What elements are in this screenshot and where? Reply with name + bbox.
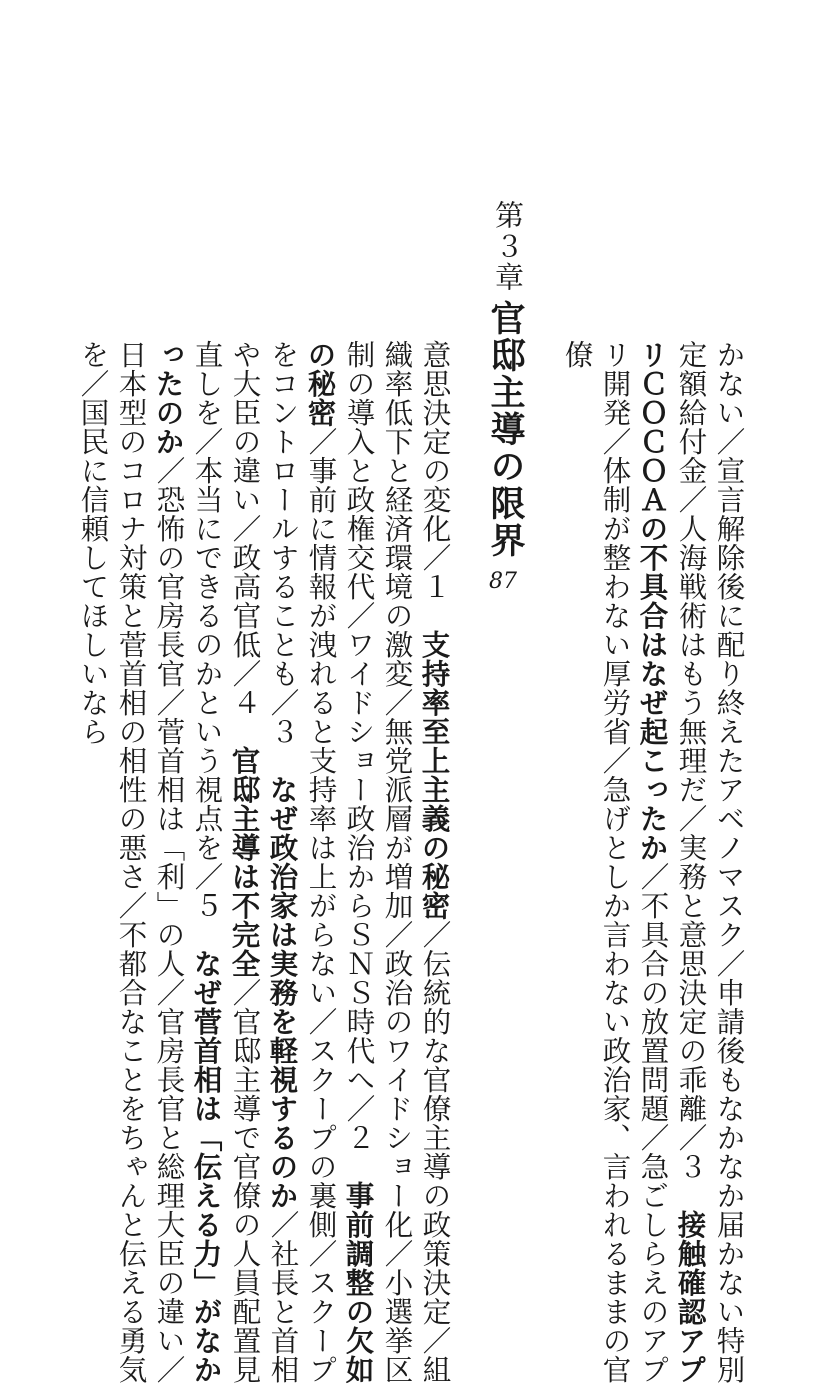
toc-text: 制の導入と政権交代／ワイドショー政治からＳＮＳ時代へ／２ xyxy=(342,340,376,1181)
toc-line xyxy=(151,340,186,1384)
toc-text: や大臣の違い／政高官低／４ xyxy=(228,340,262,746)
toc-line xyxy=(380,340,414,1384)
toc-text: を／国民に信頼してほしいなら xyxy=(76,340,110,746)
toc-line xyxy=(76,340,110,746)
toc-heading-text: の秘密 xyxy=(303,340,338,427)
toc-line xyxy=(303,340,338,1384)
toc-text: ／恐怖の官房長官／菅首相は「利」の人／官房長官と総理大臣の違い／ xyxy=(152,456,186,1384)
toc-heading-text: なぜ政治家は実務を軽視するのか xyxy=(265,775,300,1210)
toc-line xyxy=(189,340,224,1384)
toc-heading-text: ったのか xyxy=(151,340,186,456)
toc-line xyxy=(598,340,632,1384)
toc-line xyxy=(114,340,148,1384)
toc-text: ／伝統的な官僚主導の政策決定／組 xyxy=(418,920,452,1384)
toc-text: 僚 xyxy=(560,340,594,369)
toc-line xyxy=(227,340,262,1384)
toc-text: 日本型のコロナ対策と菅首相の相性の悪さ／不都合なことをちゃんと伝える勇気 xyxy=(114,340,148,1384)
chapter-title: 官邸主導の限界 xyxy=(485,300,526,559)
toc-text: ／事前に情報が洩れると支持率は上がらない／スクープの裏側／スクープ xyxy=(304,427,338,1384)
toc-text: 意思決定の変化／１ xyxy=(418,340,452,630)
toc-heading-text: 官邸主導は不完全 xyxy=(227,746,262,978)
toc-text: ／社長と首相 xyxy=(266,1210,300,1384)
toc-line xyxy=(265,340,300,1384)
toc-heading-text: 接触確認アプ xyxy=(673,1210,708,1384)
toc-line xyxy=(712,340,746,1384)
toc-text: リ開発／体制が整わない厚労省／急げとしか言わない政治家、言われるままの官 xyxy=(598,340,632,1384)
toc-line xyxy=(673,340,708,1384)
toc-line xyxy=(635,340,670,1384)
chapter-page-number: 87 xyxy=(489,569,517,594)
chapter-number: 第３章 xyxy=(491,200,525,293)
toc-heading-text: 支持率至上主義の秘密 xyxy=(417,630,452,920)
toc-text: をコントロールすることも／３ xyxy=(266,340,300,775)
toc-line xyxy=(341,340,376,1384)
toc-heading-text: リＣＯＣＯＡの不具合はなぜ起こったか xyxy=(635,340,670,862)
toc-text: 定額給付金／人海戦術はもう無理だ／実務と意思決定の乖離／３ xyxy=(674,340,708,1210)
toc-heading-text: 事前調整の欠如 xyxy=(341,1181,376,1384)
toc-text: 織率低下と経済環境の激変／無党派層が増加／政治のワイドショー化／小選挙区 xyxy=(380,340,414,1384)
toc-line xyxy=(560,340,594,369)
toc-text: 直しを／本当にできるのかという視点を／５ xyxy=(190,340,224,949)
toc-line xyxy=(417,340,452,1384)
toc-text: かない／宣言解除後に配り終えたアベノマスク／申請後もなかなか届かない特別 xyxy=(712,340,746,1384)
toc-text: ／官邸主導で官僚の人員配置見 xyxy=(228,978,262,1384)
toc-text: ／不具合の放置問題／急ごしらえのアプ xyxy=(636,862,670,1384)
toc-heading-text: なぜ菅首相は「伝える力」がなか xyxy=(189,949,224,1384)
